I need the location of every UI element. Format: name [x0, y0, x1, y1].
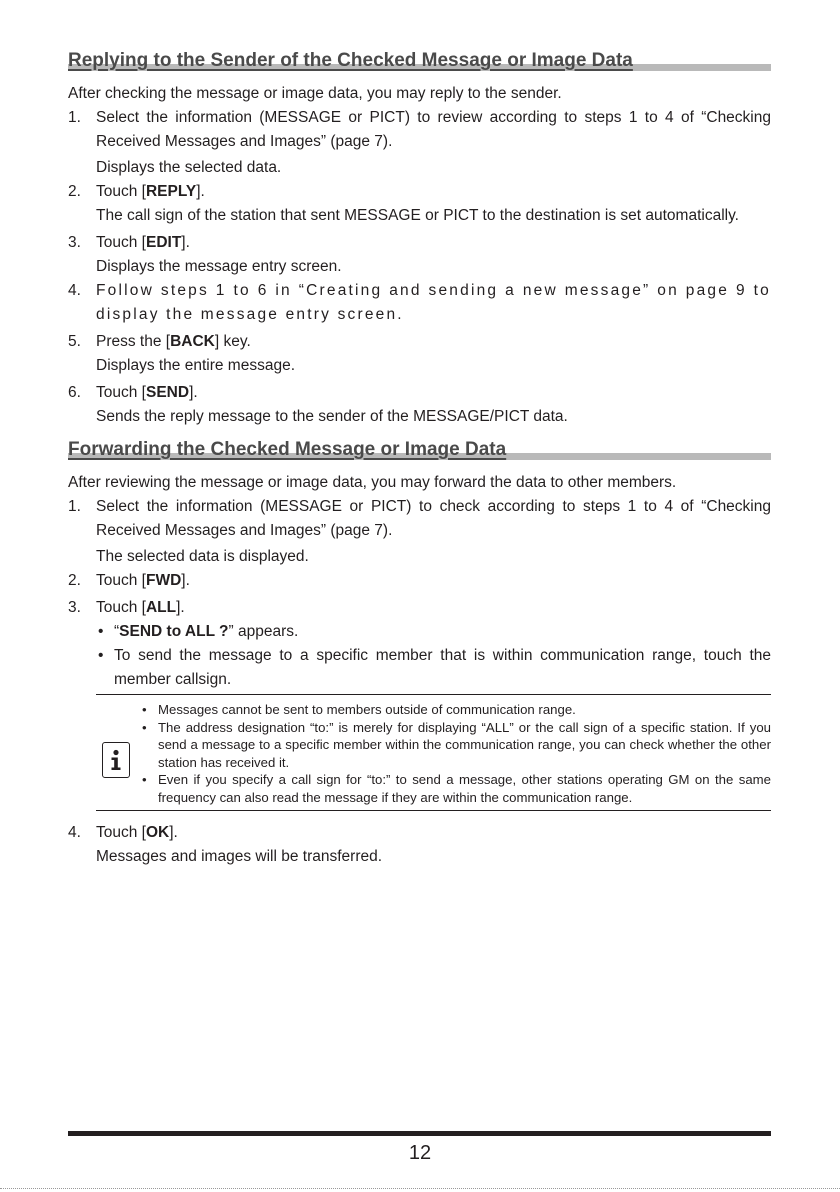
bullet-item: [96, 644, 771, 692]
step-item: [68, 231, 771, 279]
section-heading-forwarding: [68, 439, 771, 463]
step-text-pre: Touch [: [96, 824, 146, 841]
step-result: The selected data is displayed.: [96, 548, 309, 565]
info-icon-glyph: [109, 749, 123, 771]
step-bullets: [96, 620, 771, 692]
key-name: OK: [145, 824, 170, 841]
step-text: [96, 279, 771, 327]
step-number: 2.: [68, 183, 81, 200]
step-text-post: ] key.: [214, 333, 251, 350]
note-list: [140, 701, 771, 806]
step-text: Select the information (MESSAGE or PICT) to check according to steps 1 to 4 of “Checking Received Messages and Images” (page 7).: [96, 498, 771, 539]
step-result: Displays the message entry screen.: [96, 258, 342, 275]
step-item: [68, 495, 771, 569]
key-name: SEND: [145, 384, 190, 401]
bullet-glyph: •: [142, 719, 147, 735]
forward-steps-continued: [68, 821, 771, 869]
step-text: [96, 596, 771, 620]
reply-steps: [68, 106, 771, 429]
step-text-post: ].: [181, 572, 190, 589]
step-item: [68, 180, 771, 228]
bullet-glyph: •: [98, 647, 104, 664]
step-text-content: Follow steps 1 to 6 in “Creating and sending a new message” on page 9 to display the message entry screen.: [96, 282, 771, 323]
step-result: The call sign of the station that sent MESSAGE or PICT to the destination is set automatically.: [96, 207, 739, 224]
step-text-pre: Touch [: [96, 183, 146, 200]
step-number: 3.: [68, 234, 81, 251]
section-title: Forwarding the Checked Message or Image Data: [68, 439, 507, 460]
section-title: Replying to the Sender of the Checked Message or Image Data: [68, 50, 633, 71]
key-name: FWD: [145, 572, 182, 589]
step-number: 1.: [68, 498, 81, 515]
step-text-post: ].: [169, 824, 178, 841]
key-name: REPLY: [145, 183, 197, 200]
step-item: [68, 381, 771, 429]
step-text: [96, 180, 771, 204]
info-note: [96, 694, 771, 811]
section-intro: After reviewing the message or image data, you may forward the data to other members.: [68, 474, 677, 491]
note-text: Even if you specify a call sign for “to:” to send a message, other stations operating GM on the same frequency can also read the message if they are within the communication range.: [158, 772, 771, 805]
page-content: [68, 50, 771, 869]
step-text-post: ].: [181, 234, 190, 251]
page-number: 12: [408, 1142, 432, 1164]
step-result: Sends the reply message to the sender of the MESSAGE/PICT data.: [96, 408, 568, 425]
forward-steps: [68, 495, 771, 692]
step-text-pre: Touch [: [96, 572, 146, 589]
step-number: 1.: [68, 109, 81, 126]
section-heading-replying: [68, 50, 771, 74]
bullet-text-post: ” appears.: [228, 623, 299, 640]
step-result: Messages and images will be transferred.: [96, 848, 383, 865]
step-number: 4.: [68, 282, 81, 299]
note-item: [140, 719, 771, 772]
step-item: [68, 569, 771, 593]
step-number: 3.: [68, 599, 81, 616]
step-text-post: ].: [196, 183, 205, 200]
step-item: [68, 330, 771, 378]
step-text-pre: Touch [: [96, 234, 146, 251]
step-text: Select the information (MESSAGE or PICT) to review according to steps 1 to 4 of “Checking Received Messages and Images” (page 7).: [96, 109, 771, 150]
key-name: BACK: [170, 333, 215, 350]
page-bottom-edge: [0, 1188, 840, 1189]
step-text: [96, 330, 771, 354]
footer-rule: [68, 1131, 771, 1136]
bullet-text: To send the message to a specific member that is within communication range, touch the member callsign.: [114, 647, 771, 688]
step-text: [96, 231, 771, 255]
note-item: [140, 771, 771, 806]
step-number: 5.: [68, 333, 81, 350]
section-intro: After checking the message or image data, you may reply to the sender.: [68, 85, 562, 102]
note-text: The address designation “to:” is merely for displaying “ALL” or the call sign of a specific station. If you send a message to a specific member within the communication range, you can check whether the other station has received it.: [158, 719, 771, 770]
key-name: EDIT: [145, 234, 182, 251]
step-number: 2.: [68, 572, 81, 589]
bullet-glyph: •: [142, 702, 147, 717]
note-item: [140, 701, 771, 719]
step-text-pre: Press the [: [96, 333, 171, 350]
step-number: 6.: [68, 384, 81, 401]
bullet-glyph: •: [142, 772, 147, 787]
step-item: [68, 596, 771, 692]
step-number: 4.: [68, 824, 81, 841]
step-text-pre: Touch [: [96, 599, 146, 616]
step-text: [96, 569, 771, 593]
step-text-post: ].: [189, 384, 198, 401]
step-text: [96, 821, 771, 845]
key-name: ALL: [145, 599, 177, 616]
step-item: [68, 821, 771, 869]
key-name: SEND to ALL ?: [119, 623, 229, 640]
step-text: [96, 381, 771, 405]
bullet-item: [96, 620, 771, 644]
step-text-post: ].: [176, 599, 185, 616]
step-result: Displays the selected data.: [96, 159, 282, 176]
note-text: Messages cannot be sent to members outside of communication range.: [158, 702, 576, 717]
info-icon: [102, 742, 130, 778]
step-item: [68, 106, 771, 180]
bullet-glyph: •: [98, 623, 104, 640]
step-item: [68, 279, 771, 327]
step-result: Displays the entire message.: [96, 357, 296, 374]
step-text-pre: Touch [: [96, 384, 146, 401]
bullet-text-pre: “: [114, 623, 120, 640]
